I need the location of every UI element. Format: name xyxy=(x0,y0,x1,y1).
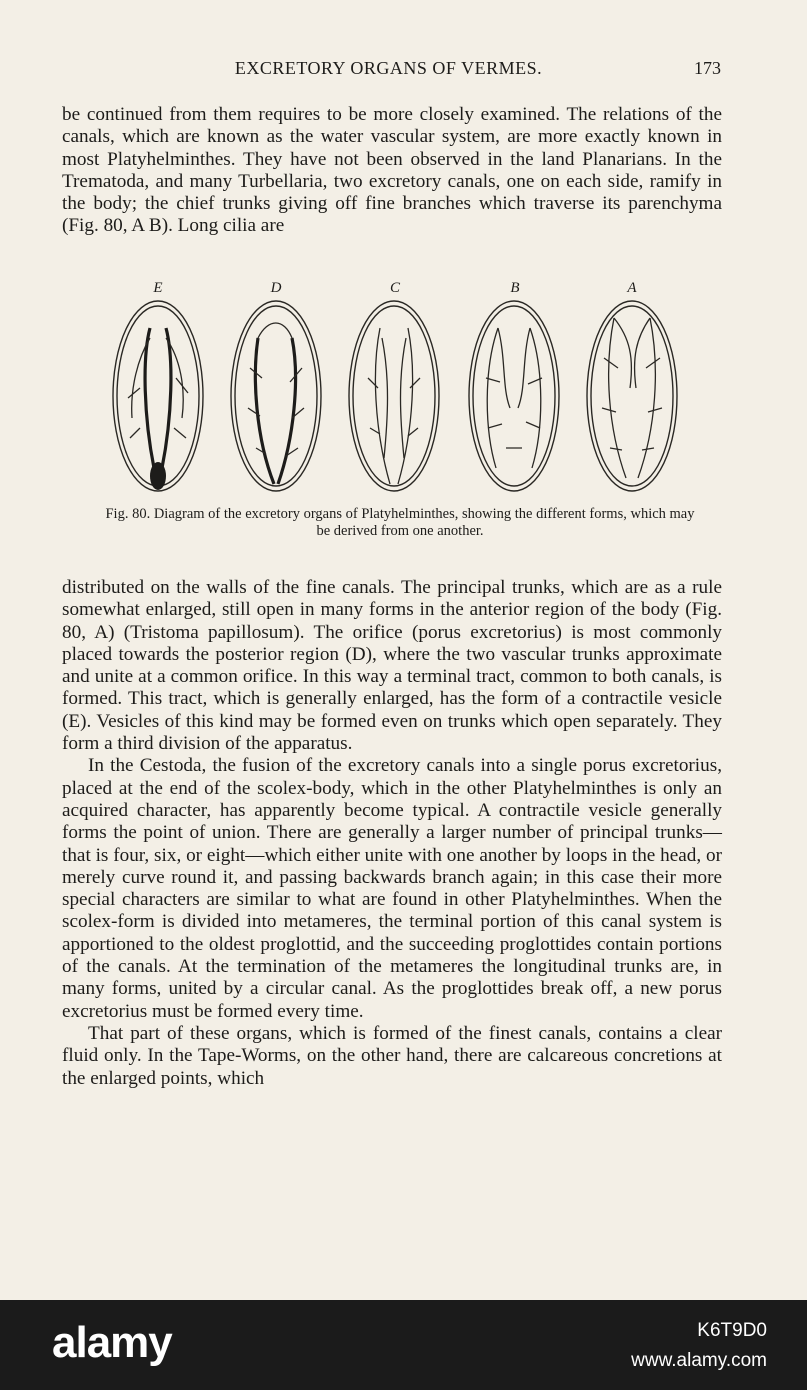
top-text-block xyxy=(62,104,722,238)
worm-diagram-d xyxy=(228,298,324,494)
running-title: EXCRETORY ORGANS OF VERMES. xyxy=(234,58,543,78)
worm-diagram-a xyxy=(584,298,680,494)
figure-letter-c: C xyxy=(389,280,400,296)
figure-letter-a: A xyxy=(627,280,637,296)
paragraph: In the Cestoda, the fusion of the excretory canals into a single porus excretorius, placed at the end of the scolex-body, which in the other Platyhelminthes is only an acquired character, has apparently become typical. A contractile vesicle generally forms the point of union. There are generally a larger number of principal trunks—that is four, six, or eight—which either unite with one another by loops in the head, or merely curve round it, and passing backwards branch again; in this case their more special characters are similar to what are found in other Platyhelminthes. When the scolex-form is divided into metameres, the terminal portion of this canal system is apportioned to the oldest proglottid, and the succeeding proglottides contain portions of the canals. At the termination of the metameres the longitudinal trunks are, in many forms, united by a circular canal. As the proglottides break off, a new porus excretorius must be formed every time. xyxy=(62,755,722,1022)
body-text-block xyxy=(62,577,722,1090)
worm-diagram-e xyxy=(110,298,206,494)
brand-logo: alamy xyxy=(52,1318,172,1367)
paragraph: That part of these organs, which is formed of the finest canals, contains a clear fluid only. In the Tape-Worms, on the other hand, there are calcareous concretions at the enlarged points, which xyxy=(62,1022,722,1089)
paragraph: be continued from them requires to be more closely examined. The relations of the canals, which are known as the water vascular system, are more exactly known in most Platyhelminthes. They have not been observed in the land Planarians. In the Trematoda, and many Turbellaria, two excretory canals, one on each side, ramify in the body; the chief trunks giving off fine branches which traverse its parenchyma (Fig. 80, A B). Long cilia are xyxy=(62,104,722,237)
watermark-footer xyxy=(0,1300,807,1390)
worm-diagram-b xyxy=(466,298,562,494)
figure-letter-b: B xyxy=(510,280,520,296)
worm-diagram-c xyxy=(346,298,442,494)
page-number: 173 xyxy=(694,58,721,78)
paragraph: distributed on the walls of the fine canals. The principal trunks, which are as a rule somewhat enlarged, still open in many forms in the anterior region of the body (Fig. 80, A) (Tristoma papillosum). The orifice (porus excretorius) is most commonly placed towards the posterior region (D), where the two vascular trunks approximate and unite at a common orifice. In this way a terminal tract, common to both canals, is formed. This tract, which is generally enlarged, has the form of a contractile vesicle (E). Vesicles of this kind may be formed even on trunks which open separately. They form a third division of the apparatus. xyxy=(62,577,722,755)
image-id: K6T9D0 xyxy=(697,1320,767,1341)
figure-label: Fig. 80. xyxy=(105,506,151,522)
figure-caption xyxy=(100,506,700,540)
figure-80 xyxy=(100,280,700,510)
figure-letter-e: E xyxy=(153,280,163,296)
figure-letter-d: D xyxy=(270,280,282,296)
figure-caption-text: Diagram of the excretory organs of Platyhelminthes, showing the different forms, which may be derived from one another. xyxy=(153,506,695,539)
site-url: www.alamy.com xyxy=(631,1350,767,1371)
